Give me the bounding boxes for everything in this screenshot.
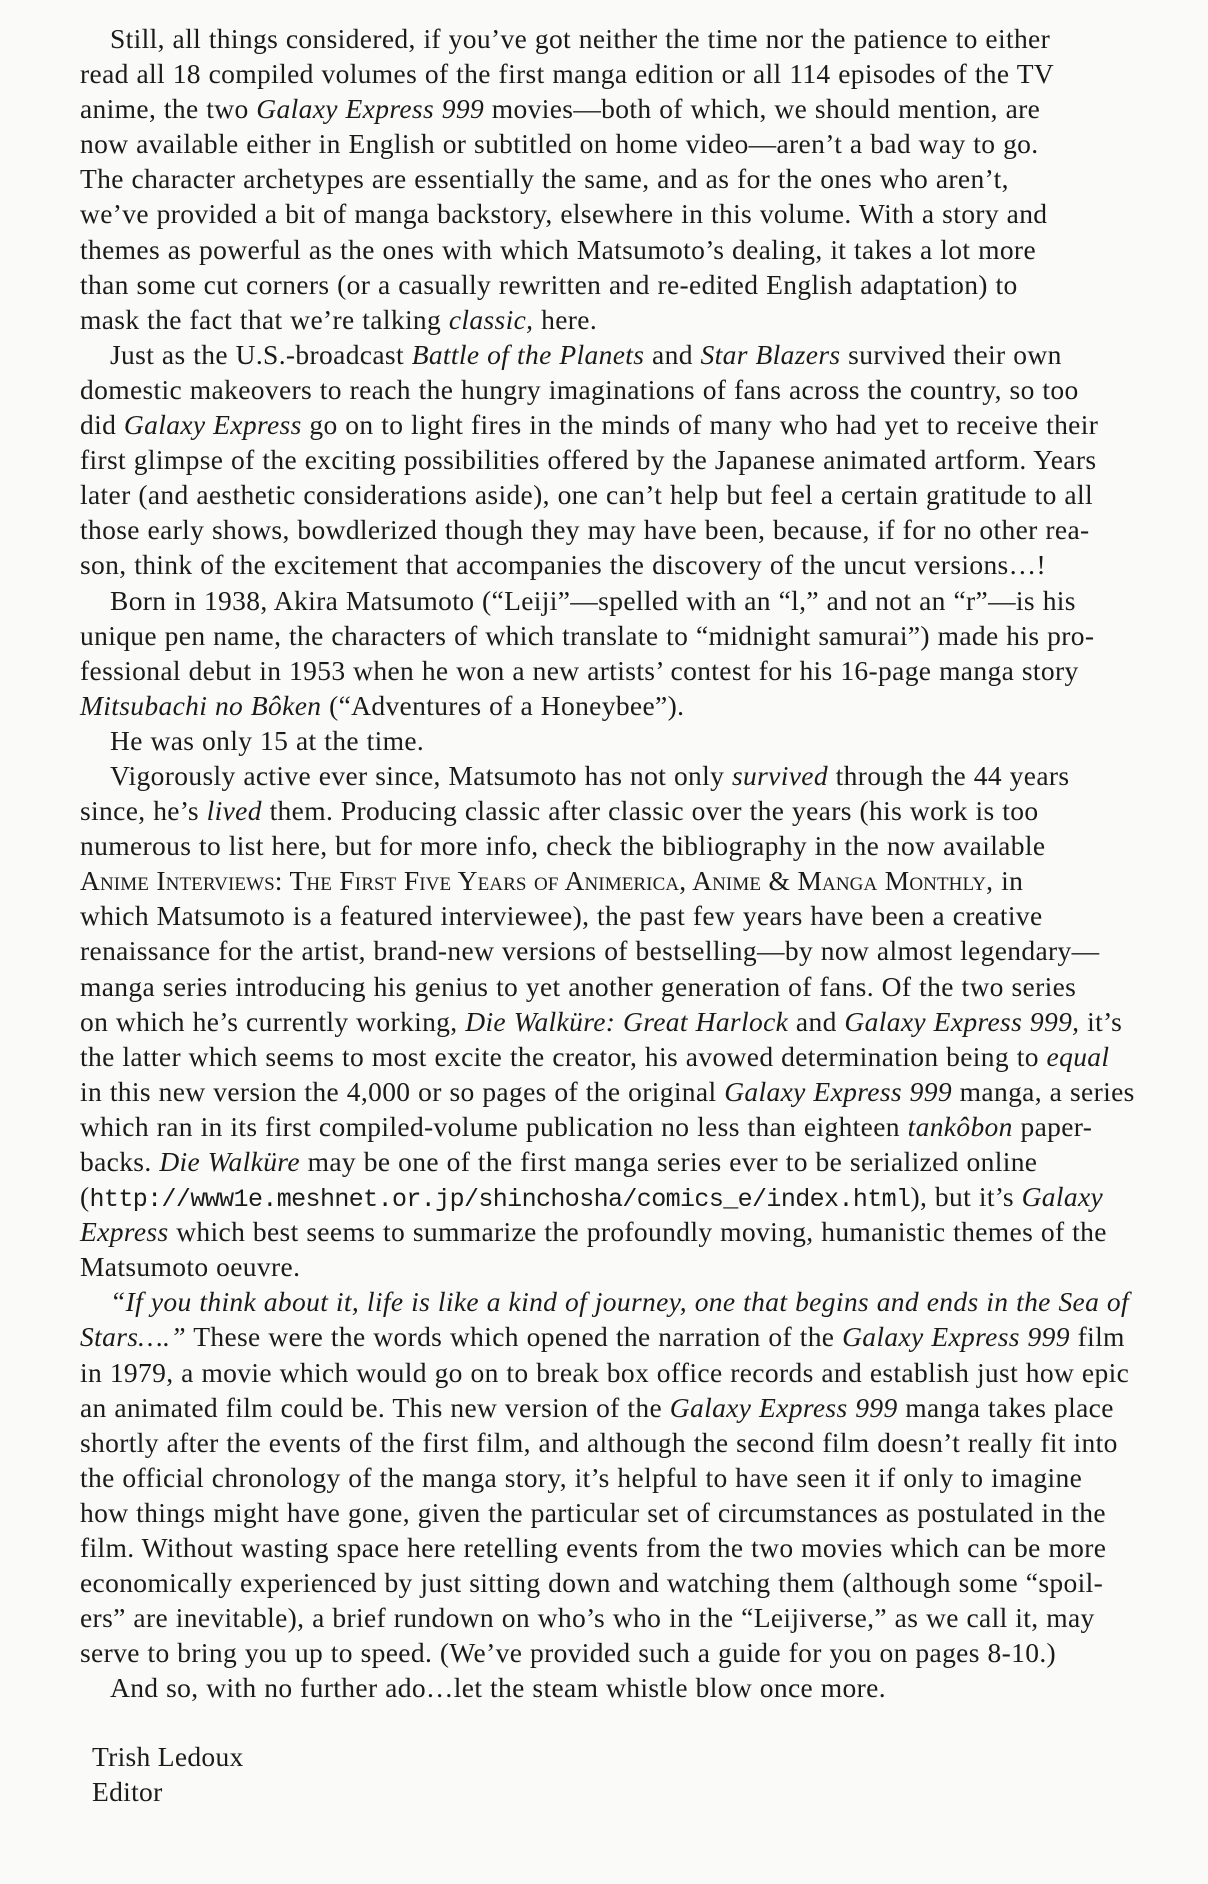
text-line — [80, 933, 1190, 968]
text-line — [80, 1109, 1190, 1144]
italic-text: classic, — [448, 303, 534, 335]
text-line — [80, 1600, 1190, 1635]
italic-text: lived — [206, 795, 262, 827]
text-segment: ( — [80, 1181, 90, 1213]
text-segment: first glimpse of the exciting possibilities offered by the Japanese animated artform. Years — [80, 444, 1097, 476]
text-line — [80, 583, 1190, 618]
text-line — [80, 161, 1190, 196]
text-segment: , in — [986, 865, 1024, 897]
text-line — [80, 1179, 1190, 1214]
text-segment: the latter which seems to most excite the creator, his avowed determination being to — [80, 1040, 1047, 1072]
text-segment: survived their own — [840, 338, 1062, 370]
text-segment: These were the words which opened the narration of the — [185, 1321, 843, 1353]
text-segment: it’s — [1079, 1005, 1123, 1037]
text-segment: Vigorously active ever since, Matsumoto has not only — [110, 759, 732, 791]
text-line — [80, 1355, 1190, 1390]
italic-text: Stars….” — [80, 1321, 186, 1353]
text-segment: paper- — [1012, 1110, 1093, 1142]
text-segment: go on to light fires in the minds of many who had yet to receive their — [301, 409, 1099, 441]
text-segment: manga takes place — [897, 1391, 1114, 1423]
text-line — [80, 1460, 1190, 1495]
italic-text: Star Blazers — [700, 338, 841, 370]
text-line — [80, 1670, 1190, 1705]
text-segment: economically experienced by just sitting down and watching them (although some “spoil- — [80, 1567, 1104, 1599]
text-line — [80, 232, 1190, 267]
italic-text: Galaxy Express 999 — [842, 1321, 1070, 1353]
text-segment: son, think of the excitement that accompanies the discovery of the uncut versions…! — [80, 549, 1046, 581]
text-line — [80, 1635, 1190, 1670]
text-line — [80, 196, 1190, 231]
text-segment: did — [80, 409, 124, 441]
text-line — [80, 1039, 1190, 1074]
text-segment: and — [788, 1005, 845, 1037]
text-segment: which Matsumoto is a featured interviewee), the past few years have been a creative — [80, 900, 1043, 932]
text-line — [80, 21, 1190, 56]
text-segment: them. Producing classic after classic over the years (his work is too — [261, 795, 1039, 827]
text-segment: ers” are inevitable), a brief rundown on who’s who in the “Leijiverse,” as we call it, may — [80, 1602, 1095, 1634]
text-segment: since, he’s — [80, 795, 207, 827]
italic-text: Express — [80, 1216, 169, 1248]
italic-text: Galaxy Express — [123, 409, 302, 441]
paragraph — [80, 758, 1190, 1284]
text-line — [80, 442, 1190, 477]
signature-name: Trish Ledoux — [92, 1741, 244, 1772]
text-segment: themes as powerful as the ones with which Matsumoto’s dealing, it takes a lot more — [80, 233, 1036, 265]
italic-text: Battle of the Planets — [411, 338, 645, 370]
text-line — [80, 56, 1190, 91]
text-line — [80, 126, 1190, 161]
paragraph — [80, 21, 1190, 337]
italic-text: tankôbon — [907, 1110, 1013, 1142]
text-line — [80, 653, 1190, 688]
text-segment: Born in 1938, Akira Matsumoto (“Leiji”—spelled with an “l,” and not an “r”—is his — [110, 584, 1076, 616]
italic-text: Galaxy Express 999, — [844, 1005, 1080, 1037]
text-segment: than some cut corners (or a casually rewritten and re-edited English adaptation) to — [80, 268, 1018, 300]
text-segment: mask the fact that we’re talking — [80, 303, 449, 335]
text-segment: the official chronology of the manga story, it’s helpful to have seen it if only to imagine — [80, 1461, 1083, 1493]
text-segment: film — [1069, 1321, 1125, 1353]
text-segment: (“Adventures of a Honeybee”). — [321, 689, 685, 721]
article-body — [80, 21, 1190, 1706]
text-line — [80, 1249, 1190, 1284]
italic-text: equal — [1046, 1040, 1110, 1072]
text-line — [80, 1144, 1190, 1179]
text-segment: and — [644, 338, 701, 370]
text-line — [80, 1214, 1190, 1249]
signature-title: Editor — [92, 1776, 163, 1807]
text-line — [80, 1004, 1190, 1039]
italic-text: survived — [731, 759, 828, 791]
text-segment: in 1979, a movie which would go on to break box office records and establish just how epic — [80, 1356, 1130, 1388]
text-segment: now available either in English or subtitled on home video—aren’t a bad way to go. — [80, 128, 1039, 160]
text-line — [80, 898, 1190, 933]
text-segment: read all 18 compiled volumes of the first manga edition or all 114 episodes of the TV — [80, 58, 1055, 90]
paragraph — [80, 1670, 1190, 1705]
text-line — [80, 1319, 1190, 1354]
text-segment: may be one of the first manga series ever to be serialized online — [299, 1146, 1038, 1177]
italic-text: Galaxy — [1021, 1181, 1104, 1213]
text-segment: which best seems to summarize the profoundly moving, humanistic themes of the — [168, 1216, 1107, 1248]
text-segment: how things might have gone, given the particular set of circumstances as postulated in the — [80, 1496, 1106, 1528]
italic-text: Galaxy Express 999 — [256, 93, 485, 125]
small-caps-title: Anime Interviews: The First Five Years of Animerica, Anime & Manga Monthly — [80, 865, 987, 897]
paragraph — [80, 723, 1190, 758]
text-line — [80, 863, 1190, 898]
text-line — [80, 1425, 1190, 1460]
text-segment: numerous to list here, but for more info, check the bibliography in the now available — [80, 830, 1046, 862]
text-line — [80, 1390, 1190, 1425]
text-line — [80, 512, 1190, 547]
text-segment: later (and aesthetic considerations aside), one can’t help but feel a certain gratitude to all — [80, 479, 1093, 511]
text-segment: Still, all things considered, if you’ve got neither the time nor the patience to either — [110, 23, 1051, 54]
text-line — [80, 688, 1190, 723]
text-segment: which ran in its first compiled-volume publication no less than eighteen — [80, 1110, 908, 1142]
italic-text: Mitsubachi no Bôken — [80, 689, 322, 721]
text-line — [80, 477, 1190, 512]
text-line — [80, 302, 1190, 337]
text-segment: we’ve provided a bit of manga backstory, elsewhere in this volume. With a story and — [80, 198, 1048, 230]
text-segment: here. — [533, 303, 598, 335]
text-line — [80, 1074, 1190, 1109]
text-segment: And so, with no further ado…let the steam whistle blow once more. — [110, 1672, 886, 1704]
text-line — [80, 1495, 1190, 1530]
text-line — [80, 407, 1190, 442]
text-segment: an animated film could be. This new version of the — [80, 1391, 670, 1423]
text-segment: unique pen name, the characters of which translate to “midnight samurai”) made his pro- — [80, 619, 1095, 651]
text-segment: ), but it’s — [910, 1181, 1022, 1213]
text-line — [80, 969, 1190, 1004]
text-segment: serve to bring you up to speed. (We’ve provided such a guide for you on pages 8-10.) — [80, 1637, 1057, 1669]
italic-text: Die Walküre — [159, 1146, 300, 1177]
italic-text: Die Walküre: Great Harlock — [465, 1005, 789, 1037]
text-segment: movies—both of which, we should mention, are — [484, 93, 1041, 125]
text-line — [80, 267, 1190, 302]
paragraph — [80, 583, 1190, 723]
paragraph — [80, 1284, 1190, 1670]
text-line — [80, 793, 1190, 828]
text-segment: manga series introducing his genius to yet another generation of fans. Of the two series — [80, 970, 1077, 1002]
text-segment: through the 44 years — [827, 759, 1070, 791]
italic-text: Galaxy Express 999 — [724, 1075, 952, 1107]
text-segment: those early shows, bowdlerized though they may have been, because, if for no other rea- — [80, 514, 1090, 546]
text-line — [80, 1530, 1190, 1565]
text-line — [80, 337, 1190, 372]
text-line — [80, 1565, 1190, 1600]
text-line — [80, 547, 1190, 582]
text-segment: in this new version the 4,000 or so pages of the original — [80, 1075, 725, 1107]
text-line — [80, 91, 1190, 126]
text-segment: film. Without wasting space here retelling events from the two movies which can be more — [80, 1532, 1107, 1564]
text-line — [80, 372, 1190, 407]
italic-text: “If you think about it, life is like a kind of journey, one that begins and ends in the Sea of — [110, 1286, 1130, 1318]
url-text: http://www1e.meshnet.or.jp/shinchosha/comics_e/index.html — [89, 1185, 911, 1215]
text-segment: backs. — [80, 1146, 160, 1177]
text-segment: The character archetypes are essentially the same, and as for the ones who aren’t, — [80, 163, 1009, 195]
text-line — [80, 618, 1190, 653]
text-segment: Matsumoto oeuvre. — [80, 1251, 301, 1283]
text-segment: Just as the U.S.-broadcast — [110, 338, 412, 370]
text-segment: renaissance for the artist, brand-new versions of bestselling—by now almost legendary— — [80, 935, 1100, 967]
italic-text: Galaxy Express 999 — [669, 1391, 898, 1423]
text-segment: fessional debut in 1953 when he won a new artists’ contest for his 16-page manga story — [80, 654, 1079, 686]
signature-block — [92, 1739, 244, 1809]
text-segment: anime, the two — [80, 93, 257, 125]
text-segment: He was only 15 at the time. — [110, 724, 425, 756]
text-line — [80, 758, 1190, 793]
text-segment: domestic makeovers to reach the hungry imaginations of fans across the country, so too — [80, 373, 1079, 405]
text-line — [80, 828, 1190, 863]
paragraph — [80, 337, 1190, 583]
text-line — [80, 723, 1190, 758]
text-segment: manga, a series — [951, 1075, 1135, 1107]
text-segment: shortly after the events of the first film, and although the second film doesn’t really fit into — [80, 1426, 1118, 1458]
text-line — [80, 1284, 1190, 1319]
text-segment: on which he’s currently working, — [80, 1005, 466, 1037]
